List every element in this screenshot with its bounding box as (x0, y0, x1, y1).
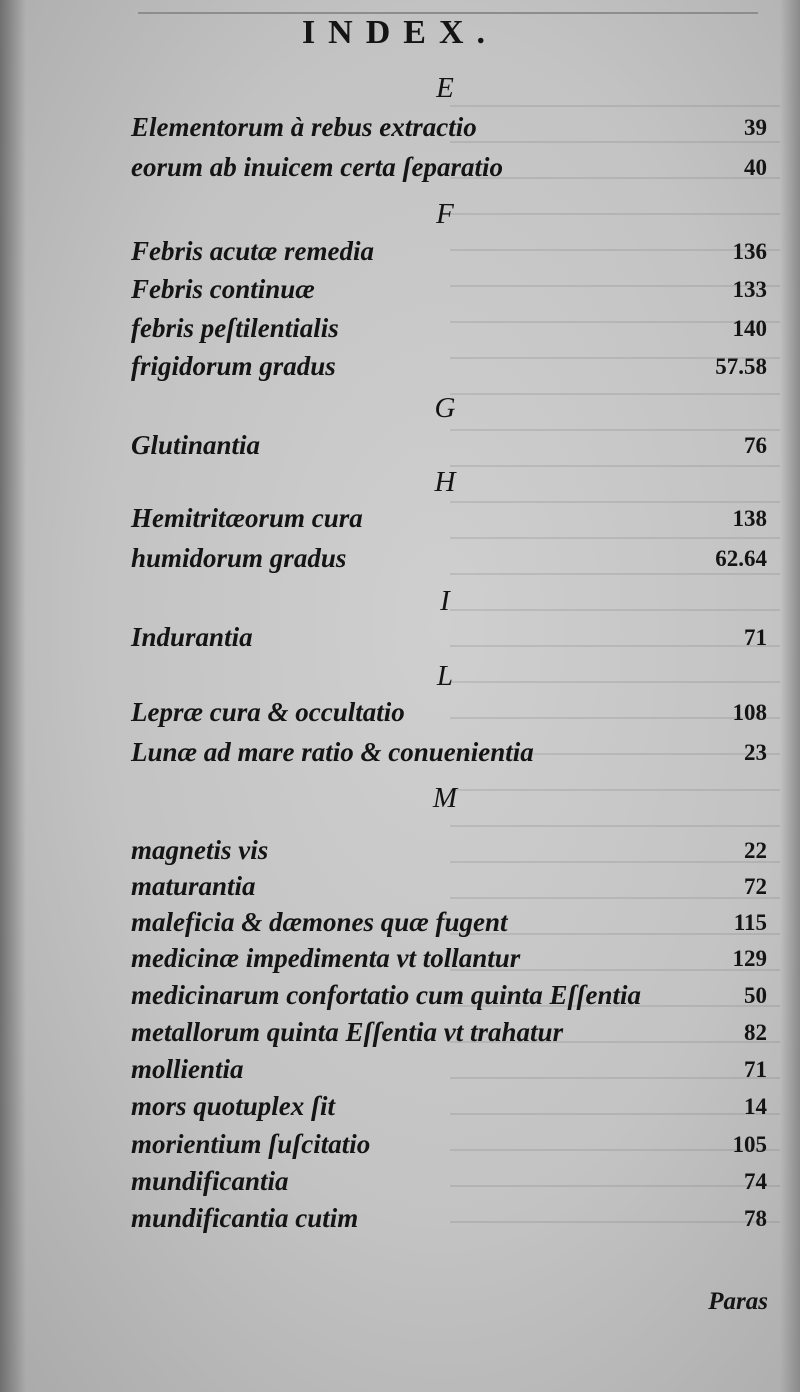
index-page-number: 115 (733, 910, 767, 935)
index-page-number: 72 (744, 874, 767, 899)
section-letter: E (436, 72, 454, 104)
index-page-number: 22 (744, 838, 767, 863)
index-page-number: 136 (732, 239, 767, 264)
index-term: medicinarum confortatio cum quinta Eſſentia (131, 980, 642, 1010)
index-page-number: 129 (732, 946, 767, 971)
section-letter: L (436, 660, 454, 692)
section-letter: H (434, 466, 456, 498)
index-term: magnetis vis (131, 835, 269, 865)
index-term: Glutinantia (131, 430, 261, 460)
index-page-number: 105 (732, 1132, 767, 1157)
index-page-number: 78 (744, 1206, 767, 1231)
index-page-number: 138 (732, 506, 767, 531)
index-page-number: 57.58 (715, 354, 767, 379)
section-letter: G (434, 392, 456, 424)
index-page-number: 71 (744, 625, 767, 650)
index-page-number: 71 (744, 1057, 767, 1082)
index-term: maleficia & dæmones quæ fugent (131, 907, 508, 937)
catchword: Paras (708, 1288, 768, 1315)
index-page-number: 62.64 (715, 546, 767, 571)
index-page-number: 76 (744, 433, 767, 458)
index-term: Lunæ ad mare ratio & conuenientia (131, 737, 534, 767)
index-term: morientium ſuſcitatio (131, 1129, 371, 1159)
index-term: Indurantia (131, 622, 253, 652)
index-term: Hemitritæorum cura (131, 503, 363, 533)
index-page-number: 23 (744, 740, 767, 765)
index-term: frigidorum gradus (131, 351, 336, 381)
index-term: mundificantia cutim (131, 1203, 359, 1233)
section-letter: M (432, 782, 458, 814)
index-term: metallorum quinta Eſſentia vt trahatur (131, 1017, 564, 1047)
index-term: febris peſtilentialis (131, 313, 339, 343)
index-page-number: 82 (744, 1020, 767, 1045)
index-term: mors quotuplex ſit (131, 1091, 336, 1121)
index-page-number: 74 (744, 1169, 767, 1194)
index-term: Febris continuæ (131, 274, 315, 304)
page-title: INDEX. (301, 14, 499, 51)
index-page-number: 40 (744, 155, 767, 180)
index-page-number: 133 (732, 277, 767, 302)
index-page-number: 39 (744, 115, 767, 140)
index-term: Lepræ cura & occultatio (131, 697, 405, 727)
index-term: maturantia (131, 871, 256, 901)
index-term: Elementorum à rebus extractio (131, 112, 477, 142)
index-page-number: 50 (744, 983, 767, 1008)
index-page-number: 14 (744, 1094, 767, 1119)
section-letter: I (440, 585, 450, 617)
index-term: mollientia (131, 1054, 244, 1084)
index-term: medicinæ impedimenta vt tollantur (131, 943, 521, 973)
index-term: mundificantia (131, 1166, 289, 1196)
index-term: eorum ab inuicem certa ſeparatio (131, 152, 503, 182)
index-term: humidorum gradus (131, 543, 347, 573)
index-term: Febris acutæ remedia (131, 236, 374, 266)
index-page-number: 140 (732, 316, 767, 341)
section-letter: F (436, 198, 454, 230)
index-page-number: 108 (732, 700, 767, 725)
